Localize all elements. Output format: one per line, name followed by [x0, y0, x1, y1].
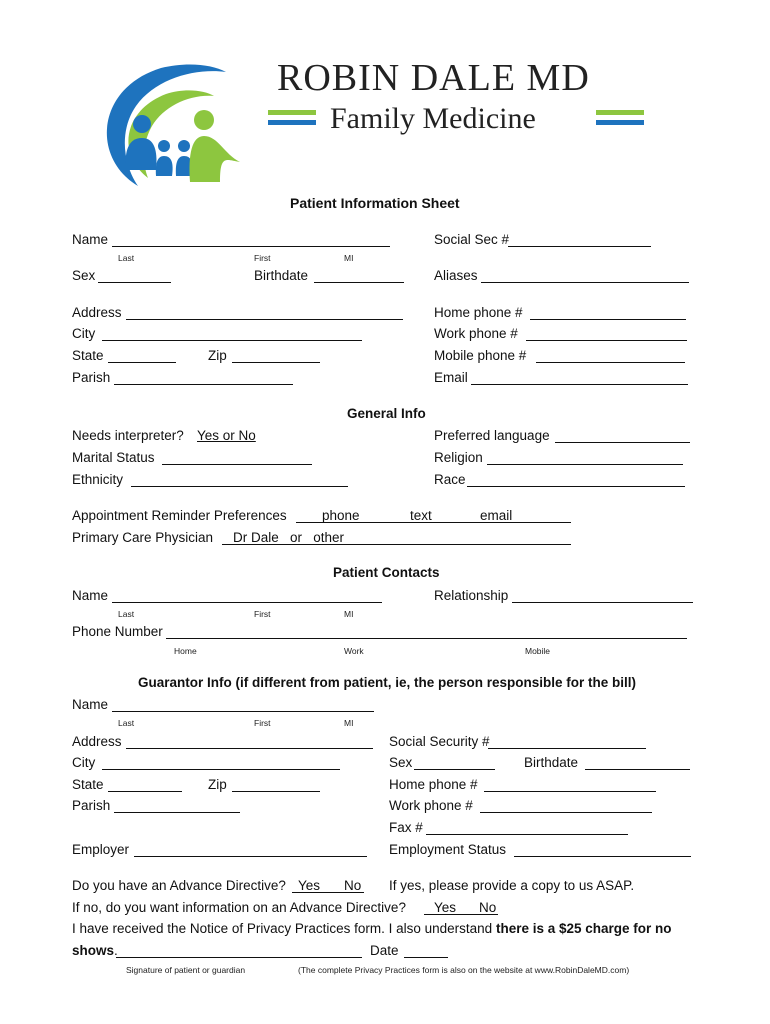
address-label: Address — [72, 305, 122, 320]
contact-phone-field[interactable] — [166, 638, 687, 639]
logo-bar — [596, 120, 644, 125]
logo-bar — [268, 120, 316, 125]
reminder-email-option[interactable]: email — [480, 508, 513, 523]
brand-name: ROBIN DALE MD — [277, 57, 590, 99]
parish-field[interactable] — [114, 384, 293, 385]
website-note: (The complete Privacy Practices form is also on the website at www.RobinDaleMD.com) — [298, 965, 630, 975]
guarantor-sex-label: Sex — [389, 755, 413, 770]
mobile-phone-field[interactable] — [536, 362, 685, 363]
logo-bar — [596, 110, 644, 115]
contact-last-caption: Last — [118, 609, 135, 619]
birthdate-label: Birthdate — [254, 268, 309, 283]
info-no-option[interactable]: No — [479, 900, 497, 915]
advance-directive-question: Do you have an Advance Directive? — [72, 878, 286, 893]
race-label: Race — [434, 472, 466, 487]
guarantor-first-caption: First — [254, 718, 271, 728]
advance-note: If yes, please provide a copy to us ASAP. — [389, 878, 635, 893]
contact-name-field[interactable] — [112, 602, 382, 603]
ssn-label: Social Sec # — [434, 232, 510, 247]
aliases-field[interactable] — [481, 282, 689, 283]
guarantor-ssn-field[interactable] — [488, 748, 646, 749]
email-label: Email — [434, 370, 468, 385]
date-label: Date — [370, 943, 399, 958]
guarantor-state-label: State — [72, 777, 104, 792]
family-logo-icon — [86, 58, 256, 190]
home-phone-label: Home phone # — [434, 305, 523, 320]
general-heading: General Info — [347, 406, 426, 421]
date-field[interactable] — [404, 957, 448, 958]
work-phone-field[interactable] — [526, 340, 687, 341]
ethnicity-field[interactable] — [131, 486, 348, 487]
guarantor-name-label: Name — [72, 697, 109, 712]
contact-phone-label: Phone Number — [72, 624, 163, 639]
religion-field[interactable] — [487, 464, 683, 465]
guarantor-zip-field[interactable] — [232, 791, 320, 792]
relationship-label: Relationship — [434, 588, 509, 603]
guarantor-zip-label: Zip — [208, 777, 227, 792]
parish-label: Parish — [72, 370, 111, 385]
city-field[interactable] — [102, 340, 362, 341]
address-field[interactable] — [126, 319, 403, 320]
interpreter-label: Needs interpreter? — [72, 428, 184, 443]
ssn-field[interactable] — [508, 246, 651, 247]
state-field[interactable] — [108, 362, 176, 363]
guarantor-city-label: City — [72, 755, 96, 770]
religion-label: Religion — [434, 450, 483, 465]
contacts-heading: Patient Contacts — [333, 565, 440, 580]
employer-field[interactable] — [134, 856, 367, 857]
race-field[interactable] — [467, 486, 685, 487]
reminder-label: Appointment Reminder Preferences — [72, 508, 287, 523]
sex-label: Sex — [72, 268, 96, 283]
first-caption: First — [254, 253, 271, 263]
guarantor-work-phone-field[interactable] — [480, 812, 652, 813]
no-show-charge: there is a $25 charge for no — [495, 921, 672, 936]
interpreter-options[interactable]: Yes or No — [197, 428, 256, 443]
guarantor-name-field[interactable] — [112, 711, 374, 712]
language-field[interactable] — [555, 442, 690, 443]
advance-no-option[interactable]: No — [344, 878, 362, 893]
guarantor-fax-field[interactable] — [426, 834, 628, 835]
home-phone-field[interactable] — [530, 319, 686, 320]
shows-text: shows — [72, 943, 115, 958]
brand-sub: Family Medicine — [330, 102, 536, 135]
guarantor-home-phone-field[interactable] — [484, 791, 656, 792]
marital-field[interactable] — [162, 464, 312, 465]
guarantor-sex-field[interactable] — [414, 769, 495, 770]
privacy-notice-text — [72, 921, 672, 937]
mobile-phone-label: Mobile phone # — [434, 348, 527, 363]
name-label: Name — [72, 232, 109, 247]
marital-label: Marital Status — [72, 450, 155, 465]
aliases-label: Aliases — [434, 268, 478, 283]
guarantor-city-field[interactable] — [102, 769, 340, 770]
last-caption: Last — [118, 253, 135, 263]
info-question: If no, do you want information on an Advance Directive? — [72, 900, 406, 915]
notice-part-a: I have received the Notice of Privacy Practices form. I also understand — [72, 921, 496, 936]
guarantor-home-phone-label: Home phone # — [389, 777, 478, 792]
state-label: State — [72, 348, 104, 363]
employer-label: Employer — [72, 842, 130, 857]
guarantor-heading: Guarantor Info (if different from patient, ie, the person responsible for the bill) — [138, 675, 637, 690]
guarantor-address-field[interactable] — [126, 748, 373, 749]
form-title: Patient Information Sheet — [290, 195, 460, 211]
signature-caption: Signature of patient or guardian — [126, 965, 246, 975]
email-field[interactable] — [471, 384, 688, 385]
zip-field[interactable] — [232, 362, 320, 363]
contact-first-caption: First — [254, 609, 271, 619]
contact-mi-caption: MI — [344, 609, 354, 619]
advance-yes-option[interactable]: Yes — [298, 878, 321, 893]
reminder-text-option[interactable]: text — [410, 508, 432, 523]
contact-name-label: Name — [72, 588, 109, 603]
work-caption: Work — [344, 646, 364, 656]
guarantor-mi-caption: MI — [344, 718, 354, 728]
signature-field[interactable] — [116, 957, 362, 958]
sex-field[interactable] — [98, 282, 171, 283]
relationship-field[interactable] — [512, 602, 693, 603]
city-label: City — [72, 326, 96, 341]
work-phone-label: Work phone # — [434, 326, 518, 341]
home-caption: Home — [174, 646, 197, 656]
language-label: Preferred language — [434, 428, 550, 443]
guarantor-state-field[interactable] — [108, 791, 182, 792]
name-field[interactable] — [112, 246, 390, 247]
guarantor-parish-label: Parish — [72, 798, 111, 813]
shows-period: . — [114, 943, 118, 958]
pcp-options[interactable]: Dr Dale or other — [233, 530, 345, 545]
birthdate-field[interactable] — [314, 282, 404, 283]
ethnicity-label: Ethnicity — [72, 472, 124, 487]
reminder-phone-option[interactable]: phone — [322, 508, 360, 523]
zip-label: Zip — [208, 348, 227, 363]
mobile-caption: Mobile — [525, 646, 551, 656]
guarantor-work-phone-label: Work phone # — [389, 798, 473, 813]
guarantor-birthdate-field[interactable] — [585, 769, 690, 770]
logo-bar — [268, 110, 316, 115]
mi-caption: MI — [344, 253, 354, 263]
guarantor-ssn-label: Social Security # — [389, 734, 490, 749]
guarantor-birthdate-label: Birthdate — [524, 755, 579, 770]
guarantor-address-label: Address — [72, 734, 122, 749]
guarantor-parish-field[interactable] — [114, 812, 240, 813]
guarantor-fax-label: Fax # — [389, 820, 423, 835]
pcp-label: Primary Care Physician — [72, 530, 214, 545]
info-yes-option[interactable]: Yes — [434, 900, 457, 915]
employment-status-field[interactable] — [514, 856, 691, 857]
employment-status-label: Employment Status — [389, 842, 507, 857]
guarantor-last-caption: Last — [118, 718, 135, 728]
